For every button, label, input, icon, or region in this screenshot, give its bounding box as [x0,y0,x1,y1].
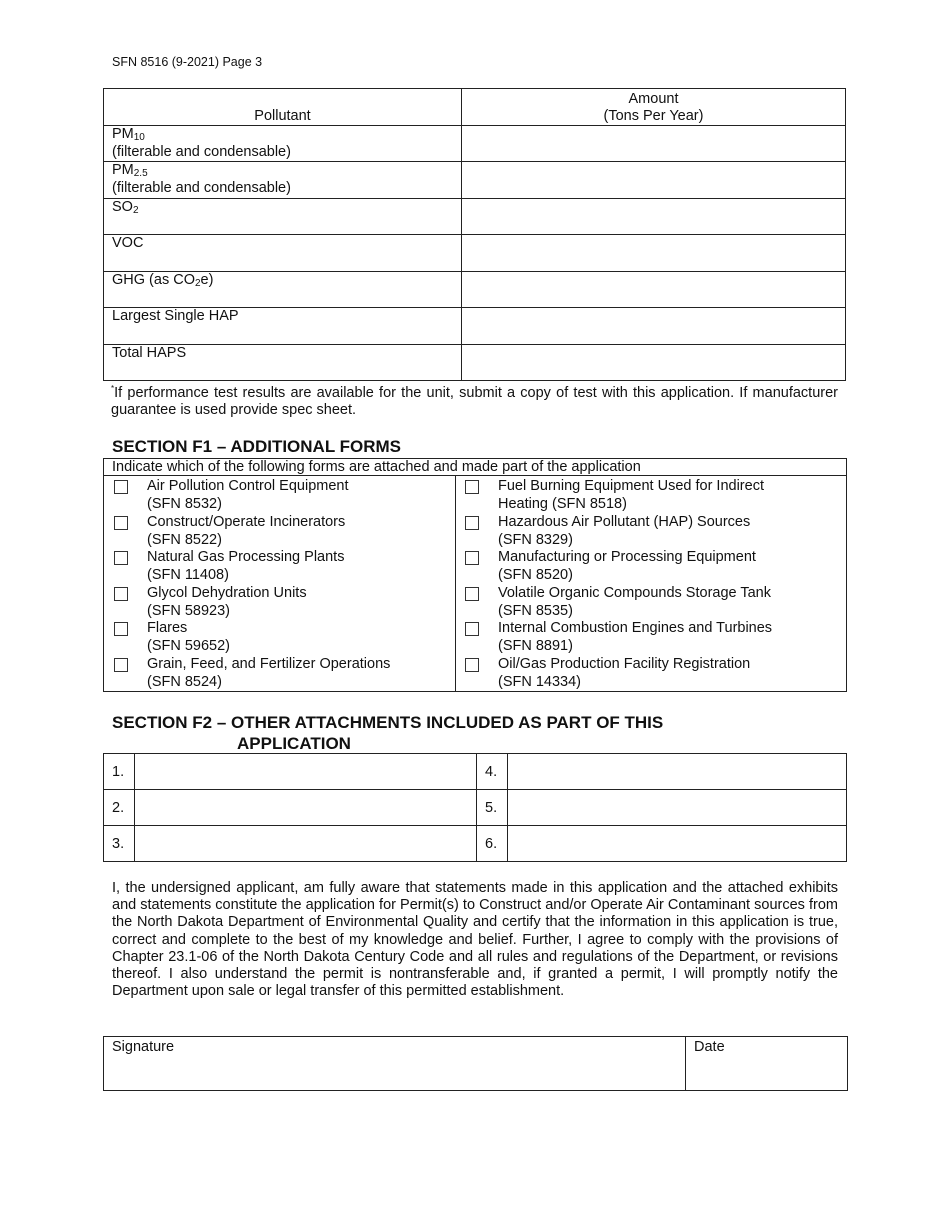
pollutant-name: GHG (as CO2e) [104,271,462,308]
form-checkbox-right-2[interactable] [465,516,479,530]
form-checkbox-left-5[interactable] [114,622,128,636]
pollutant-name: PM2.5 (filterable and condensable) [104,162,462,199]
amount-input-voc[interactable] [470,235,841,267]
form-checkbox-right-4[interactable] [465,587,479,601]
pollutant-name: PM10 (filterable and condensable) [104,125,462,162]
form-option-label: Hazardous Air Pollutant (HAP) Sources (SFN 8329) [498,513,751,548]
section-f2-title [112,712,663,754]
certification-statement: I, the undersigned applicant, am fully aware that statements made in this application and the attached exhibits and statements constitute the application for Permit(s) to Construct and/or Operate Air Contaminant sources from the North Dakota Department of Environmental Quality and certify that the information in this application is true, correct and complete to the best of my knowledge and belief. Further, I agree to comply with the provisions of Chapter 23.1-06 of the North Dakota Century Code and all rules and regulations of the Department, or revisions thereof. I also understand the permit is nontransferable and, if granted a permit, I will promptly notify the Department upon sale or legal transfer of this permitted establishment. [112,880,838,1000]
pollutant-name: VOC [104,235,462,272]
footnote-mark: * [111,384,115,393]
attachment-number: 5. [477,790,508,826]
attachment-input-4[interactable] [516,756,850,788]
signature-field[interactable] [104,1037,686,1090]
additional-forms-box [103,458,847,692]
form-checkbox-right-3[interactable] [465,551,479,565]
form-option-label: Internal Combustion Engines and Turbines (SFN 8891) [498,620,773,654]
form-option-label: Natural Gas Processing Plants (SFN 11408) [147,549,345,583]
pollutant-name: Largest Single HAP [104,308,462,345]
attachment-number: 6. [477,826,508,862]
form-option-label: Construct/Operate Incinerators (SFN 8522) [147,513,346,548]
attachment-field[interactable] [135,826,477,862]
table-row [104,271,846,308]
table-row [104,754,847,790]
amount-input-pm25[interactable] [470,162,841,194]
amount-header-line2: (Tons Per Year) [603,107,704,124]
footnote [111,380,838,420]
pollutant-table [103,88,846,381]
amount-field[interactable] [462,198,846,235]
form-checkbox-right-5[interactable] [465,622,479,636]
form-id: SFN 8516 (9-2021) Page 3 [112,55,263,69]
form-option-label: Grain, Feed, and Fertilizer Operations (SFN 8524) [147,655,391,690]
form-option-label: Air Pollution Control Equipment (SFN 8532) [147,478,349,512]
amount-input-largest-hap[interactable] [470,308,841,340]
attachment-field[interactable] [135,790,477,826]
amount-input-so2[interactable] [470,199,841,231]
table-row [104,198,846,235]
column-divider [455,476,456,691]
form-option-label: Volatile Organic Compounds Storage Tank (SFN 8535) [498,584,771,619]
attachment-input-5[interactable] [516,792,850,824]
attachment-number: 1. [104,754,135,790]
form-checkbox-left-2[interactable] [114,516,128,530]
form-checkbox-left-4[interactable] [114,587,128,601]
date-field[interactable] [686,1037,847,1090]
attachment-number: 3. [104,826,135,862]
pollutant-table-header [104,89,846,126]
section-f1-title: SECTION F1 – ADDITIONAL FORMS [112,437,402,456]
form-option-label: Oil/Gas Production Facility Registration (SFN 14334) [498,655,751,690]
attachment-field[interactable] [508,790,847,826]
form-option-label: Fuel Burning Equipment Used for Indirect Heating (SFN 8518) [498,478,764,512]
table-row [104,308,846,345]
amount-field[interactable] [462,308,846,345]
attachment-input-3[interactable] [143,828,480,860]
attachment-input-6[interactable] [516,828,850,860]
attachment-input-2[interactable] [143,792,480,824]
form-checkbox-left-1[interactable] [114,480,128,494]
form-checkbox-right-1[interactable] [465,480,479,494]
table-row [104,790,847,826]
form-checkbox-right-6[interactable] [465,658,479,672]
amount-field[interactable] [462,271,846,308]
form-option-label: Manufacturing or Processing Equipment (SFN 8520) [498,549,756,583]
amount-field[interactable] [462,344,846,381]
table-row [104,344,846,381]
forms-instruction: Indicate which of the following forms are attached and made part of the application [104,459,846,476]
date-label: Date [694,1039,725,1055]
form-checkbox-left-3[interactable] [114,551,128,565]
amount-column-header [462,89,846,126]
attachment-field[interactable] [135,754,477,790]
form-checkbox-left-6[interactable] [114,658,128,672]
amount-input-total-haps[interactable] [470,345,841,377]
table-row [104,826,847,862]
amount-input-ghg[interactable] [470,272,841,304]
pollutant-name: Total HAPS [104,344,462,381]
pollutant-name: SO2 [104,198,462,235]
attachments-table [103,753,847,862]
attachment-number: 4. [477,754,508,790]
signature-block [103,1036,848,1091]
form-option-label: Glycol Dehydration Units (SFN 58923) [147,584,307,619]
amount-header-line1: Amount [628,90,679,107]
amount-field[interactable] [462,162,846,199]
amount-field[interactable] [462,125,846,162]
section-f2-title-line2: APPLICATION [237,734,351,753]
table-row [104,235,846,272]
amount-field[interactable] [462,235,846,272]
signature-label: Signature [112,1039,175,1055]
table-row [104,125,846,162]
table-row [104,162,846,199]
pollutant-column-header: Pollutant [104,89,462,126]
form-option-label: Flares (SFN 59652) [147,620,231,654]
attachment-number: 2. [104,790,135,826]
footnote-text: If performance test results are available for the unit, submit a copy of test with this application. If manufacturer guarantee is used provide spec sheet. [111,384,838,419]
amount-input-pm10[interactable] [470,126,841,158]
attachment-field[interactable] [508,826,847,862]
section-f2-title-line1: SECTION F2 – OTHER ATTACHMENTS INCLUDED AS PART OF THIS [112,713,664,732]
attachment-field[interactable] [508,754,847,790]
attachment-input-1[interactable] [143,756,480,788]
